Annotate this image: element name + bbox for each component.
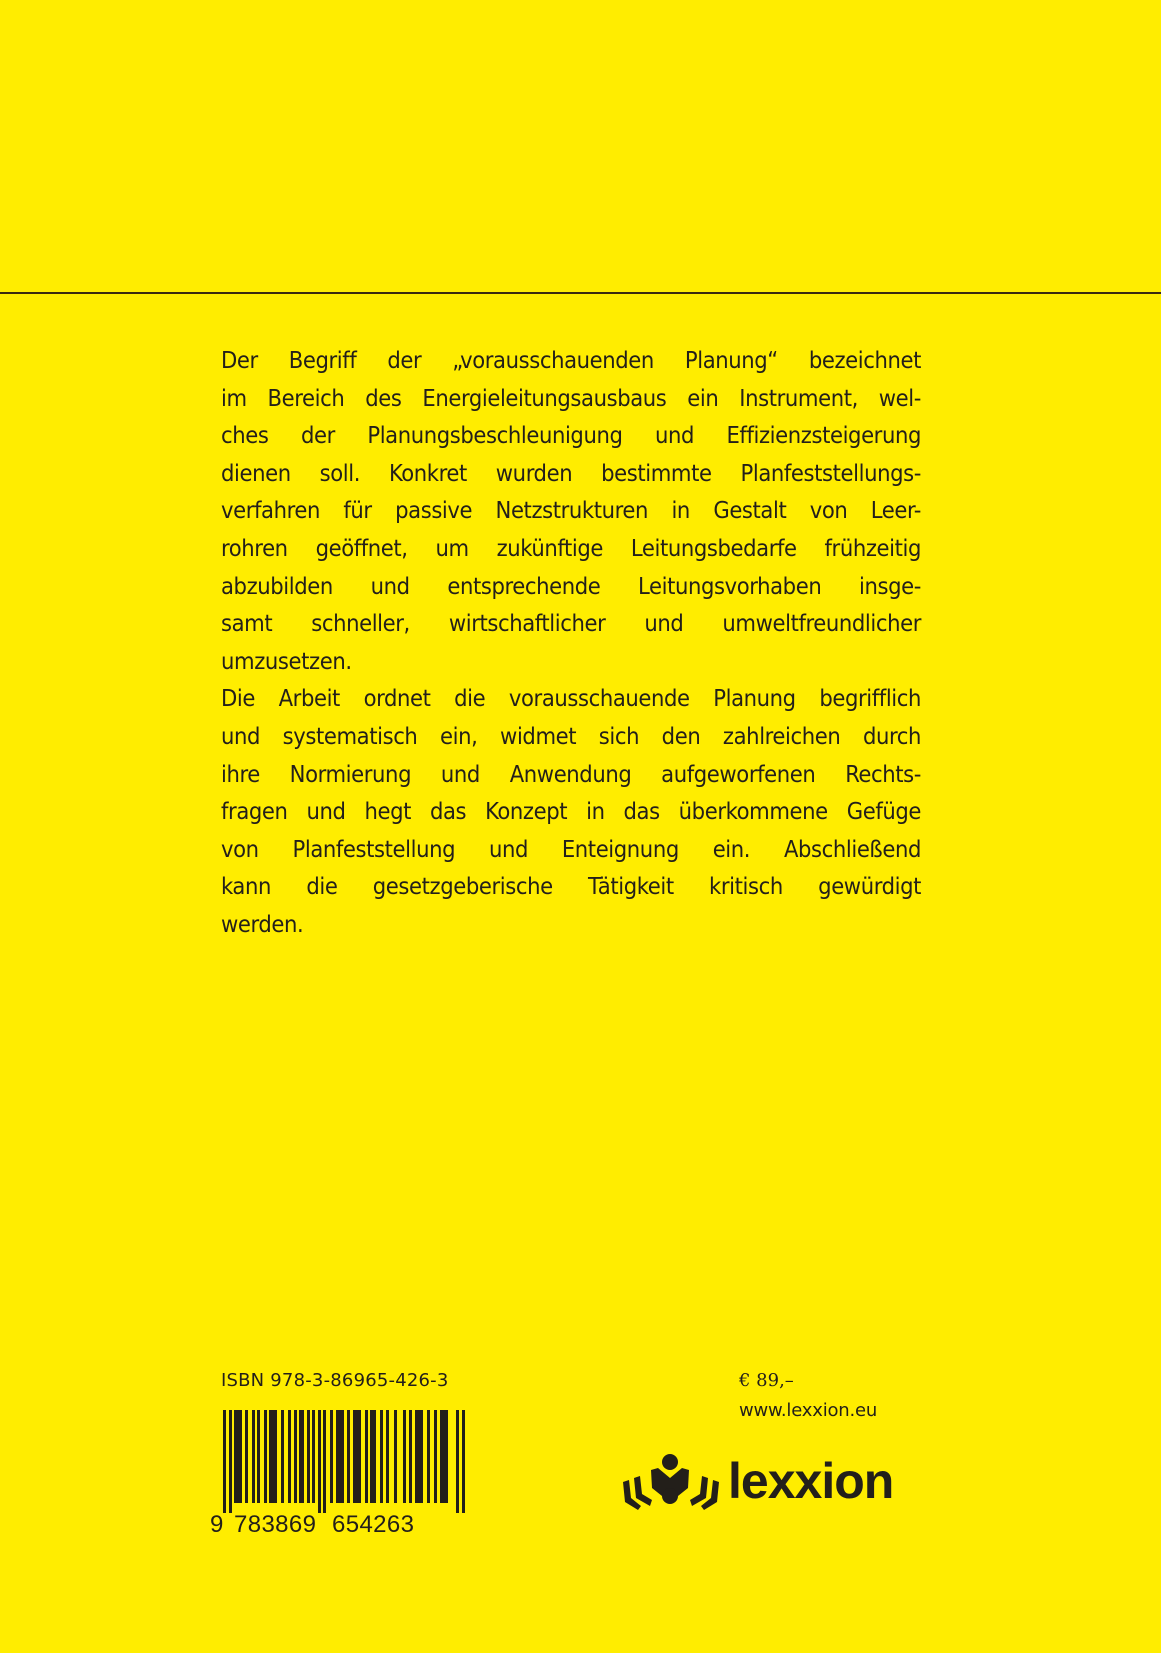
blurb-line: umzusetzen. — [221, 646, 352, 675]
blurb-line: abzubilden und entsprechende Leitungsvorhaben insge- — [221, 571, 921, 600]
publisher-website-link[interactable]: www.lexxion.eu — [739, 1400, 878, 1421]
blurb-line: werden. — [221, 909, 304, 938]
blurb-line: von Planfeststellung und Enteignung ein. Abschließend — [221, 834, 921, 863]
barcode-right-digits: 654263 — [332, 1511, 414, 1538]
blurb-line: ihre Normierung und Anwendung aufgeworfenen Rechts- — [221, 759, 921, 788]
barcode-left-digits: 783869 — [234, 1511, 316, 1538]
horizontal-rule — [0, 292, 1161, 294]
barcode-bars — [223, 1410, 465, 1513]
barcode-lead-digit: 9 — [210, 1511, 224, 1538]
blurb-line: fragen und hegt das Konzept in das überkommene Gefüge — [221, 797, 921, 826]
blurb-line: ches der Planungsbeschleunigung und Effizienzsteigerung — [221, 421, 921, 450]
isbn-barcode — [210, 1410, 475, 1540]
lexxion-reader-icon — [620, 1452, 722, 1510]
blurb-line: Die Arbeit ordnet die vorausschauende Planung begrifflich — [221, 684, 921, 713]
blurb-paragraph-2 — [221, 680, 921, 943]
isbn-label: ISBN 978-3-86965-426-3 — [221, 1370, 449, 1391]
blurb-line: kann die gesetzgeberische Tätigkeit kritisch gewürdigt — [221, 872, 921, 901]
blurb-line: im Bereich des Energieleitungsausbaus ein Instrument, wel- — [221, 383, 921, 412]
blurb-line: verfahren für passive Netzstrukturen in Gestalt von Leer- — [221, 496, 921, 525]
blurb-line: rohren geöffnet, um zukünftige Leitungsbedarfe frühzeitig — [221, 533, 921, 562]
blurb-paragraph-1 — [221, 342, 921, 680]
back-cover-blurb — [221, 342, 921, 944]
blurb-line: dienen soll. Konkret wurden bestimmte Planfeststellungs- — [221, 458, 921, 487]
publisher-logo — [620, 1452, 893, 1510]
price-label: € 89,– — [739, 1370, 794, 1391]
blurb-line: und systematisch ein, widmet sich den zahlreichen durch — [221, 721, 921, 750]
publisher-logo-text: lexxion — [728, 1453, 894, 1509]
blurb-line: samt schneller, wirtschaftlicher und umweltfreundlicher — [221, 609, 921, 638]
blurb-line: Der Begriff der „vorausschauenden Planung“ bezeichnet — [221, 346, 921, 374]
